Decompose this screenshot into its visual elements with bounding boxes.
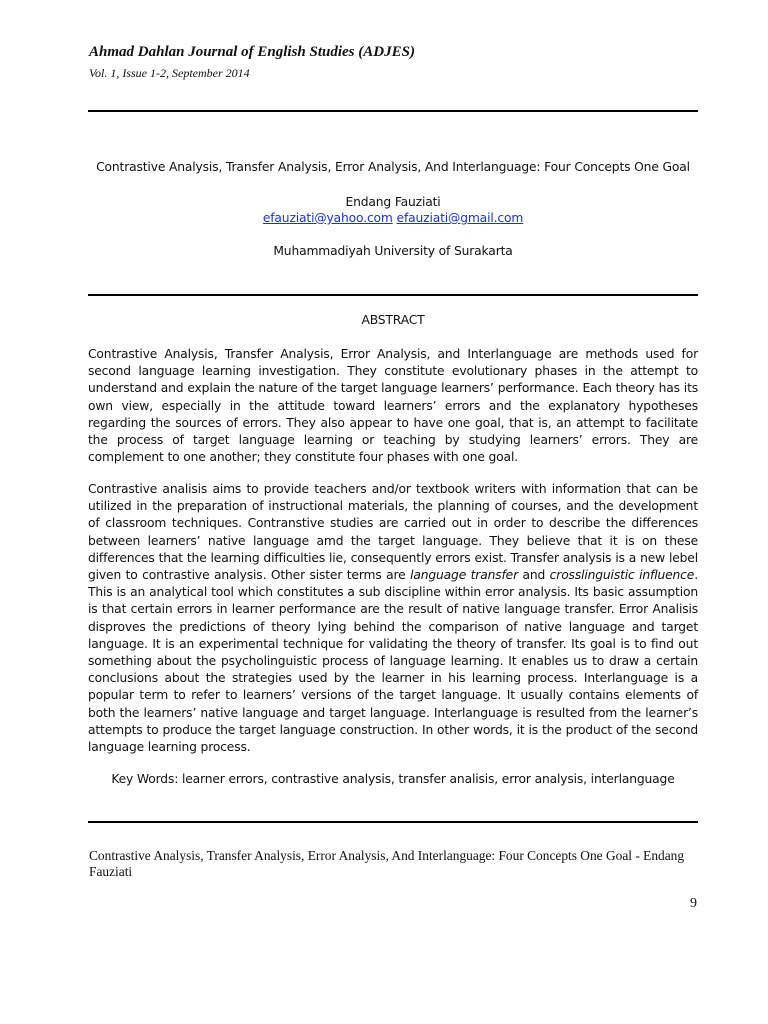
paragraph-2-intro: Contrastive analisis aims to provide teachers and/or textbook writers with information that can be utilized in the preparation of instructional materials, the planning of courses, and the development of classroom techniques. Contranstive studies are carried out in order to describe the differences between learners’ native language amd the target language. They believe that it is on these differences that the learning difficulties lie, consequently errors exist. Transfer analysis is a new lebel given to contrastive analysis. Other sister terms are [88,482,698,583]
article-title: Contrastive Analysis, Transfer Analysis, Error Analysis, And Interlanguage: Four Concepts One Goal [96,160,690,174]
conjunction-and: and [522,568,546,583]
journal-issue: Vol. 1, Issue 1-2, September 2014 [89,66,250,80]
term-crosslinguistic-influence: crosslinguistic influence [549,568,695,583]
title-divider [88,294,698,296]
author-name: Endang Fauziati [345,195,441,209]
email-link-yahoo[interactable]: efauziati@yahoo.com [262,211,393,225]
author-affiliation: Muhammadiyah University of Surakarta [273,244,513,258]
term-language-transfer: language transfer [410,568,518,583]
journal-title: Ahmad Dahlan Journal of English Studies (ADJES) [89,44,415,60]
page-number: 9 [690,896,697,911]
header-divider [88,110,698,112]
author-emails [88,210,698,227]
abstract-paragraph-1: Contrastive Analysis, Transfer Analysis, Error Analysis, and Interlanguage are methods used for second language learning investigation. They constitute evolutionary phases in the attempt to understand and explain the nature of the target language learners’ performance. Each theory has its own view, especially in the attitude toward learners’ errors and the explanatory hypotheses regarding the sources of errors. They also appear to have one goal, that is, an attempt to facilitate the process of target language learning or teaching by studying learners’ errors. They are complement to one another; they constitute four phases with one goal. [88,347,698,465]
email-link-gmail[interactable]: efauziati@gmail.com [396,211,524,225]
footer-divider [88,821,698,823]
keywords: Key Words: learner errors, contrastive analysis, transfer analisis, error analysis, interlanguage [111,772,675,786]
abstract-heading: ABSTRACT [361,313,425,327]
abstract-paragraph-2 [88,481,698,756]
paragraph-2-body: . This is an analytical tool which constitutes a sub discipline within error analysis. Its basic assumption is that certain errors in learner performance are the result of native language transfer. Error Analisis disproves the predictions of theory lying behind the comparison of native language and target language. It is an experimental technique for validating the theory of transfer. Its goal is to find out something about the psycholinguistic process of language learning. It enables us to draw a certain conclusions about the strategies used by the learner in his learning process. Interlanguage is a popular term to refer to learners’ versions of the target language. It usually contains elements of both the learners’ native language and target language. Interlanguage is resulted from the learner’s attempts to produce the target language construction. In other words, it is the product of the second language learning process. [88,568,698,755]
running-title: Contrastive Analysis, Transfer Analysis, Error Analysis, And Interlanguage: Four Concepts One Goal - Endang Fauziati [89,848,685,879]
